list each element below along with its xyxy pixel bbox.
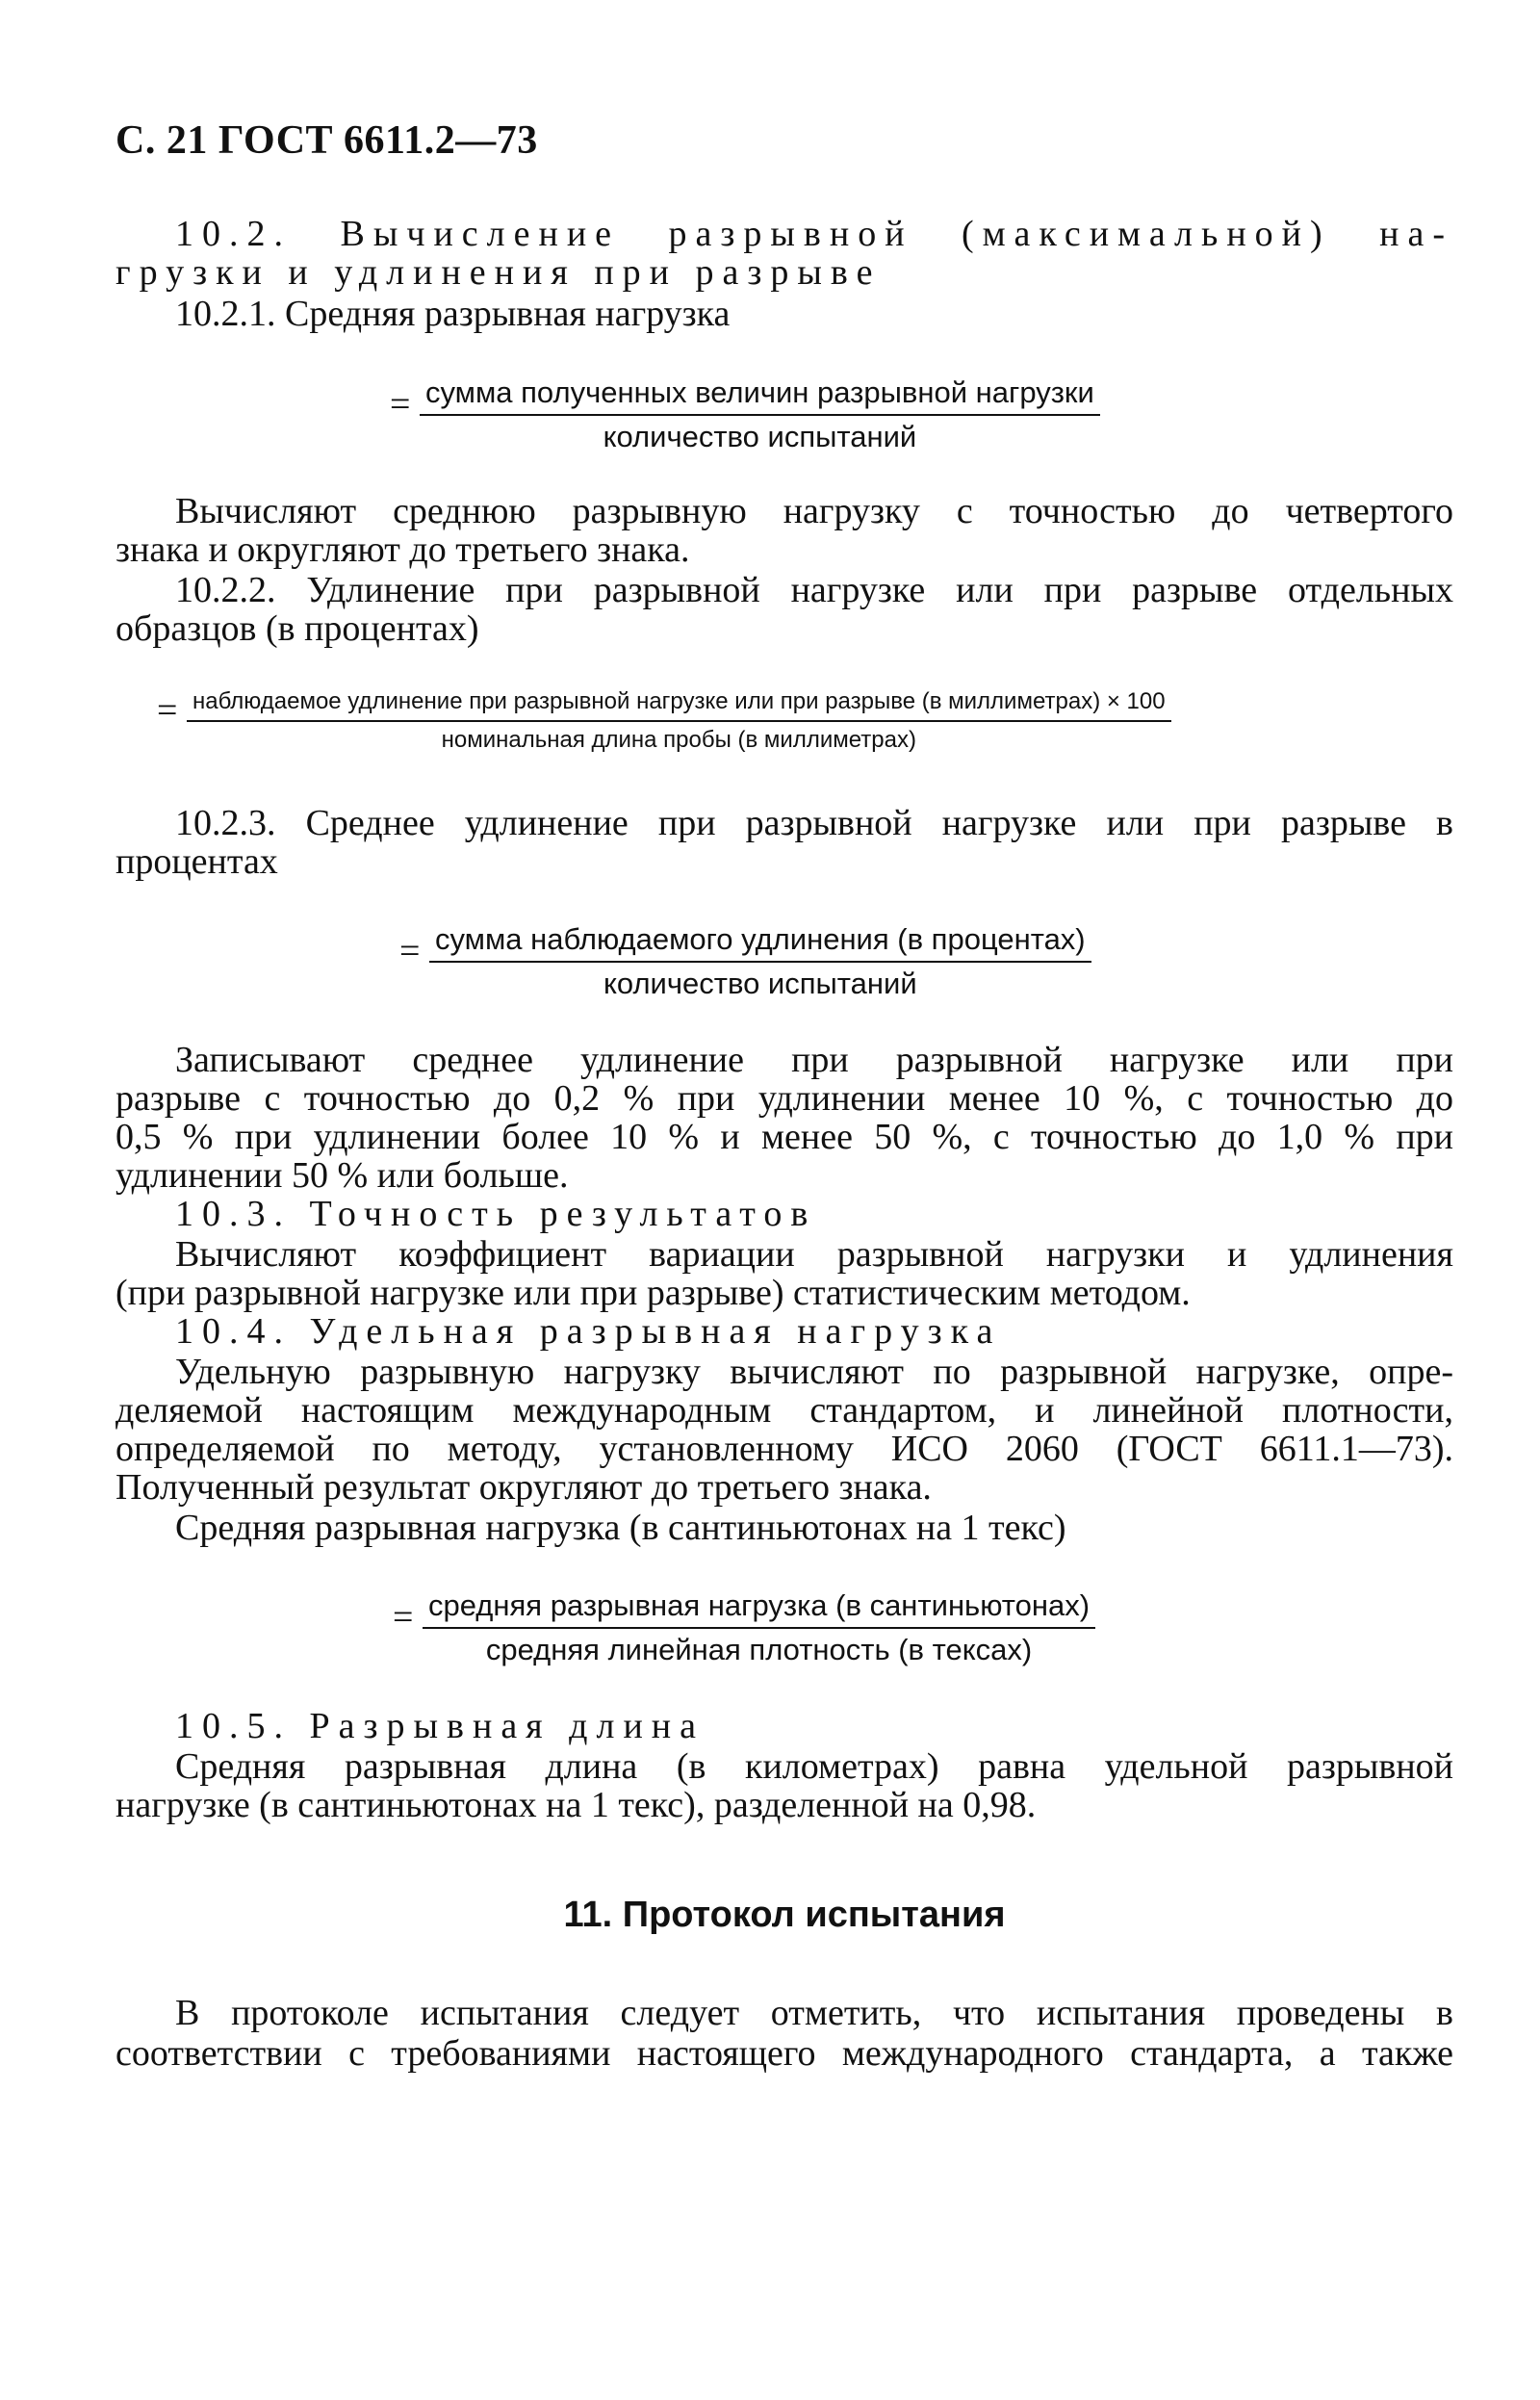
fraction	[423, 1587, 1095, 1669]
item-10-2-2-line2: образцов (в процентах)	[116, 608, 479, 649]
section-10-2-heading-line1: 10.2. Вычисление разрывной (максимальной) на-	[175, 214, 1453, 254]
paragraph-line: Средняя разрывная длина (в километрах) равна удельной разрывной	[175, 1746, 1453, 1787]
equals-sign: =	[157, 690, 178, 731]
fraction-numerator: сумма наблюдаемого удлинения (в процентах)	[429, 920, 1091, 963]
fraction	[187, 685, 1171, 757]
fraction-denominator: количество испытаний	[603, 420, 917, 453]
paragraph-line: знака и округляют до третьего знака.	[116, 529, 690, 570]
item-10-2-3-line1: 10.2.3. Среднее удлинение при разрывной нагрузке или при разрыве в	[175, 803, 1453, 843]
equals-sign: =	[390, 384, 411, 425]
paragraph-line: удлинении 50 % или больше.	[116, 1155, 569, 1196]
fraction-numerator: наблюдаемое удлинение при разрывной нагрузке или при разрыве (в миллиметрах) × 100	[187, 685, 1171, 722]
paragraph-line: нагрузке (в сантиньютонах на 1 текс), разделенной на 0,98.	[116, 1785, 1037, 1825]
section-10-5-heading: 10.5. Разрывная длина	[175, 1706, 705, 1746]
fraction-denominator: номинальная длина пробы (в миллиметрах)	[441, 727, 916, 753]
paragraph-line: Полученный результат округляют до третьего знака.	[116, 1467, 932, 1508]
paragraph-line: соответствии с требованиями настоящего международного стандарта, а также	[116, 2033, 1453, 2074]
equals-sign: =	[399, 931, 421, 971]
section-10-4-heading: 10.4. Удельная разрывная нагрузка	[175, 1311, 1002, 1352]
section-11-title: 11. Протокол испытания	[563, 1895, 1006, 1935]
fraction-denominator: количество испытаний	[603, 967, 917, 1000]
paragraph-line: В протоколе испытания следует отметить, что испытания проведены в	[175, 1993, 1453, 2033]
item-10-2-1-title: 10.2.1. Средняя разрывная нагрузка	[175, 294, 731, 334]
item-10-2-3-line2: процентах	[116, 841, 278, 882]
section-10-3-heading: 10.3. Точность результатов	[175, 1194, 817, 1234]
page-header: С. 21 ГОСТ 6611.2—73	[116, 118, 538, 163]
paragraph-line: (при разрывной нагрузке или при разрыве) статистическим методом.	[116, 1273, 1191, 1313]
paragraph-line: разрыве с точностью до 0,2 % при удлинении менее 10 %, с точностью до	[116, 1078, 1453, 1119]
section-10-2-heading-line2: грузки и удлинения при разрыве	[116, 252, 882, 293]
fraction	[429, 920, 1091, 1003]
paragraph-line: Записывают среднее удлинение при разрывной нагрузке или при	[175, 1040, 1453, 1080]
fraction-denominator: средняя линейная плотность (в тексах)	[485, 1633, 1033, 1666]
paragraph-line: Средняя разрывная нагрузка (в сантиньютонах на 1 текс)	[175, 1508, 1066, 1548]
fraction-numerator: средняя разрывная нагрузка (в сантиньютонах)	[423, 1587, 1095, 1629]
fraction-numerator: сумма полученных величин разрывной нагрузки	[420, 374, 1100, 416]
paragraph-line: 0,5 % при удлинении более 10 % и менее 50 %, с точностью до 1,0 % при	[116, 1117, 1453, 1157]
fraction	[420, 374, 1100, 456]
item-10-2-2-line1: 10.2.2. Удлинение при разрывной нагрузке или при разрыве отдельных	[175, 570, 1453, 610]
equals-sign: =	[393, 1597, 414, 1638]
paragraph-line: определяемой по методу, установленному ИСО 2060 (ГОСТ 6611.1—73).	[116, 1429, 1453, 1469]
paragraph-line: Вычисляют среднюю разрывную нагрузку с точностью до четвертого	[175, 491, 1453, 531]
paragraph-line: Вычисляют коэффициент вариации разрывной нагрузки и удлинения	[175, 1234, 1453, 1275]
paragraph-line: Удельную разрывную нагрузку вычисляют по разрывной нагрузке, опре-	[175, 1352, 1453, 1392]
paragraph-line: деляемой настоящим международным стандартом, и линейной плотности,	[116, 1390, 1453, 1431]
